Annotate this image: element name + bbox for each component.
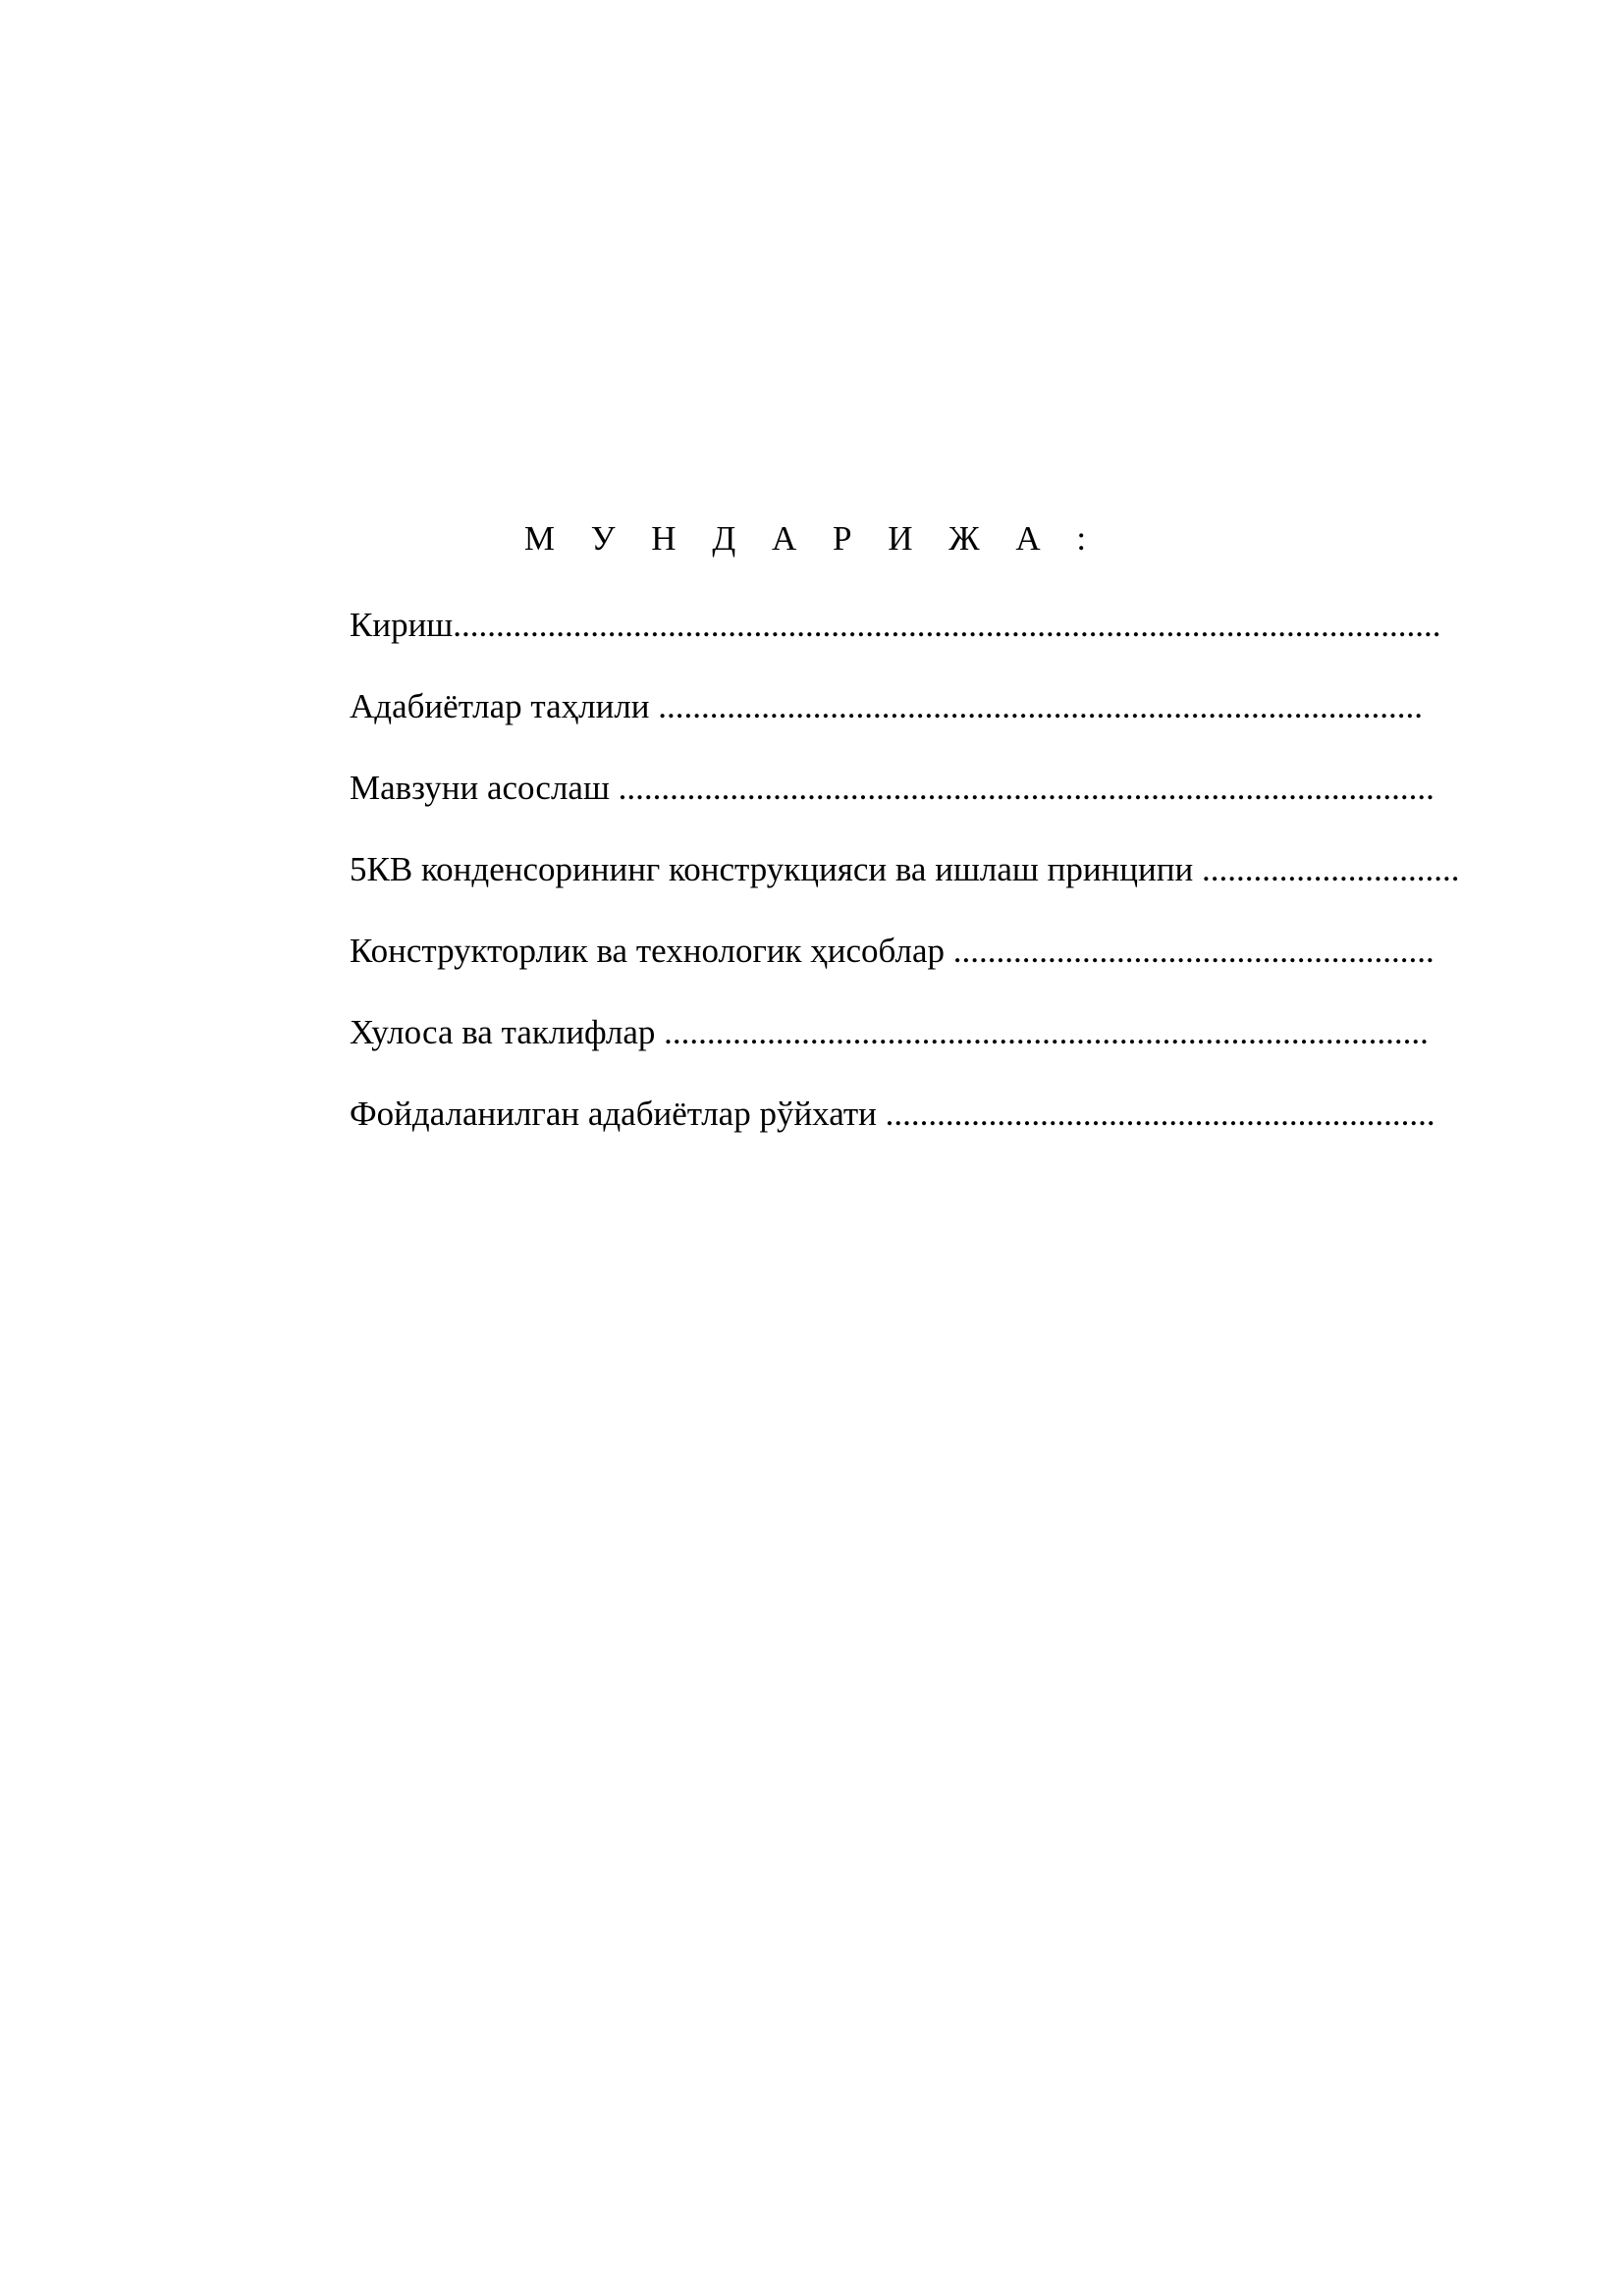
toc-entry-calculations: Конструкторлик ва технологик ҳисоблар ........................................................ <box>350 932 1435 970</box>
toc-entry-references: Фойдаланилган адабиётлар рўйхати ................................................................ <box>350 1095 1435 1133</box>
toc-entry-introduction: Кириш................................................................................................................... <box>350 606 1441 644</box>
toc-list <box>350 604 1459 1174</box>
toc-entry-topic-justification: Мавзуни асослаш ............................................................................................... <box>350 769 1435 807</box>
toc-title: М У Н Д А Р И Ж А : <box>523 519 1101 558</box>
toc-entry-conclusions: Хулоса ва таклифлар ......................................................................................... <box>350 1013 1429 1051</box>
toc-entry-condenser-design: 5КВ конденсорининг конструкцияси ва ишлаш принципи .............................. <box>350 850 1460 888</box>
toc-entry-literature-review: Адабиётлар таҳлили ......................................................................................... <box>350 687 1424 725</box>
